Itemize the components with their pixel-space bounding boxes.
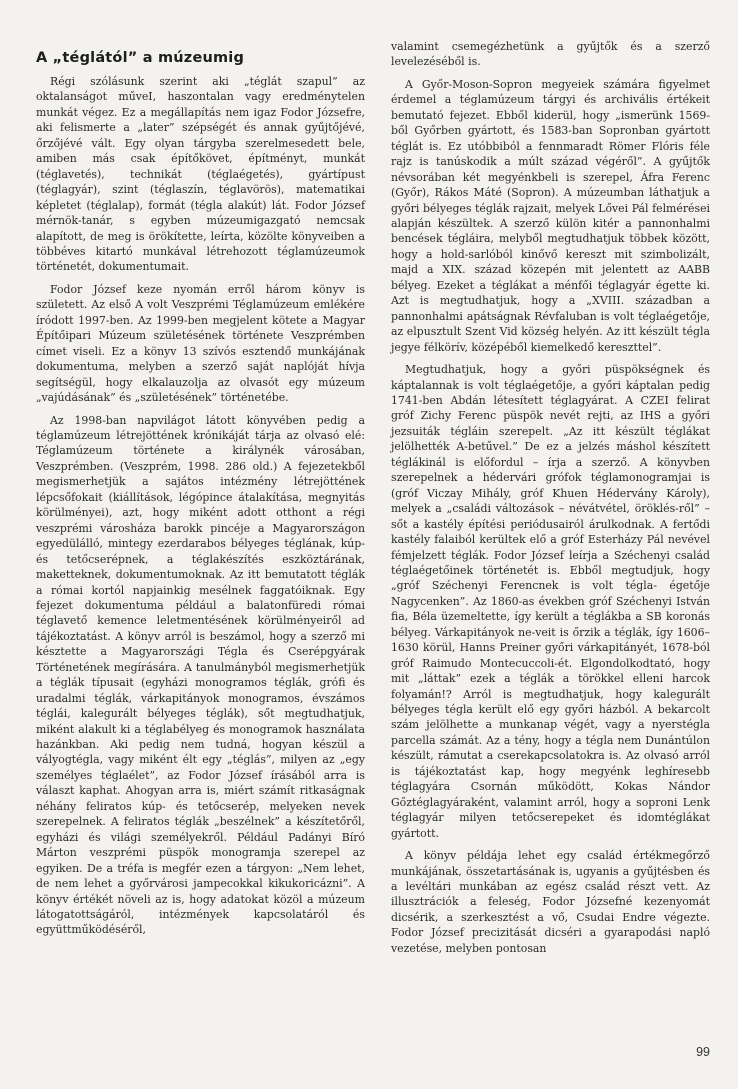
paragraph: valamint csemegézhetünk a gyűjtők és a szerző levelezéséből is. bbox=[390, 40, 710, 69]
two-column-layout bbox=[36, 40, 710, 956]
paragraph: Az 1998-ban napvilágot látott könyvében pedig a téglamúzeum létrejöttének krónikáját tárja az olvasó elé: Téglamúzeum története a királynék városában, Veszprémben. (Veszprém, 1998. 286 old.) A fejezetekből megismerhetjük a sajátos intézmény létrejöttének lépcsőfokait (kiállítások, légópince átalakítása, megnyitás körülményei), azt, hogy miként adott otthont a régi veszprémi városháza barokk pincéje a Magyarországon egyedülálló, mintegy ezerdarabos bélyeges téglának, kúp- és tetőcserépnek, a téglakészítés eszköztárának, maketteknek, dokumentumoknak. Az itt bemutatott téglák a római kortól napjainkig mesélnek faggatóiknak. Egy fejezet dokumentuma például a balatonfüredi római téglavető kemence leletmentésének körülményeiről ad tájékoztatást. A könyv arról is beszámol, hogy a szerző mi késztette a Magyarországi Tégla és Cserépgyárak Történetének megírására. A tanulmányból megismerhetjük a téglák típusait (egyházi monogramos téglák, grófi és uradalmi téglák, várkapitányok monogramos, évszámos téglái, kalegurált bélyeges téglák), sőt megtudhatjuk, miként alakult ki a téglabélyeg és monogramok használata hazánkban. Aki pedig nem tudná, hogyan készül a vályogtégla, vagy miként élt egy „téglás”, milyen az „egy személyes téglaélet”, az Fodor József írásából arra is választ kaphat. Ahogyan arra is, miért számít ritkaságnak néhány feliratos kúp- és tetőcserép, melyeken nevek szerepelnek. A feliratos téglák „beszélnek” a készítetőről, egyházi és világi személyekről. Például Padányi Bíró Márton veszprémi püspök monogramja szerepel az egyiken. De a tréfa is megfér ezen a tárgyon: „Nem lehet, de nem lehet a győrvárosi jampecokkal kikukoricázni”. A könyv értékét növeli az is, hogy adatokat közöl a múzeum látogatottságáról, intézmények kapcsolatáról és együttműködéséről, bbox=[36, 413, 365, 937]
paragraph: Megtudhatjuk, hogy a győri püspökségnek és káptalannak is volt téglaégetője, a győri káptalan pedig 1741-ben Abdán létesített téglagyárat. A CZEI felirat gróf Zichy Ferenc püspök nevét rejti, az IHS a győri jezsuiták tégláin szerepelt. „Az itt készült téglákat jelölhették A-betűvel.” De ez a jelzés máshol készített téglákinál is előfordul – írja a szerző. A könyvben szerepelnek a hédervári grófok téglamonogramjai is (gróf Viczay Mihály, gróf Khuen Hédervány Károly), melyek a „családi változások – névátvétel, öröklés-ről” – sőt a kastély építési periódusairól árulkodnak. A fertődi kastély falaiból kerültek elő a gróf Esterházy Pál nevével fémjelzett téglák. Fodor József leírja a Széchenyi család téglaégetőinek történetét is. Ebből megtudjuk, hogy „gróf Széchenyi Ferencnek is volt tégla- égetője Nagycenken”. Az 1860-as években gróf Széchenyi István fia, Béla üzemeltette, így került a téglákba a SB koronás bélyeg. Várkapitányok ne-veit is őrzik a téglák, így 1606–1630 körül, Hanns Preiner győri várkapitányét, 1678-ból gróf Raimudo Montecuccoli-ét. Elgondolkodtató, hogy mit „láttak” ezek a téglák a törökkel elleni harcok folyamán!? Arról is megtudhatjuk, hogy kalegurált bélyeges tégla került elő egy győri házból. A bekarcolt szám jelölhette a munkanap végét, vagy a nyerstégla parcella számát. Az a tény, hogy a tégla nem Dunántúlon készült, rámutat a cserekapcsolatokra is. Az olvasó arról is tájékoztatást kap, hogy megyénk leghíresebb téglagyára Csornán működött, Kokas Nándor Gőztéglagyáraként, valamint arról, hogy a soproni Lenk téglagyár milyen tetőcserepeket és idomtéglákat gyártott. bbox=[390, 363, 710, 840]
paragraph: Régi szólásunk szerint aki „téglát szapul” az oktalanságot műveI, haszontalan vagy eredménytelen munkát végez. Ez a megállapítás nem igaz Fodor Józsefre, aki felismerte a „later” szépségét és annak gyűjtőjévé, őrzőjévé vált. Egy olyan tárgyba szerelmesedett bele, amiben más csak építőkövet, építményt, munkát (téglavetés), technikát (téglaégetés), gyártípust (téglagyár), szint (téglaszín, téglavörös), matematikai képletet (téglalap), formát (tégla alakút) lát. Fodor József mérnök-tanár, s egyben múzeumigazgató nemcsak alapított, de meg is örökítette, leírta, közölte könyveiben a többéves kitartó munkával létrehozott téglamúzeumok történetét, dokumentumait. bbox=[36, 75, 365, 274]
left-column bbox=[36, 40, 365, 956]
paragraph: A könyv példája lehet egy család értékmegőrző munkájának, összetartásának is, ugyanis a gyűjtésben és a levéltári munkában az egész család részt vett. Az illusztrációk a feleség, Fodor Józsefné kezenyomát dicsérik, a szerkesztést a vő, Csudai Endre végezte. Fodor József precizitását dicséri a gyarapodási napló vezetése, melyben pontosan bbox=[390, 849, 710, 955]
right-column bbox=[391, 39, 710, 956]
paragraph: A Győr-Moson-Sopron megyeiek számára figyelmet érdemel a téglamúzeum tárgyi és archivális értékeit bemutató fejezet. Ebből kiderül, hogy „ismerünk 1569-ből Győrben gyártott, és 1583-ban Sopronban gyártott téglát is. Ez utóbbiból a fennmaradt Römer Flóris féle rajz is tanúskodik a múlt század végéről”. A gyűjtők névsorában két megyénkbeli is szerepel, Áfra Ferenc (Győr), Rákos Máté (Sopron). A múzeumban láthatjuk a győri bélyeges téglák rajzait, melyek Lővei Pál felmérései alapján készültek. A szerző külön kitér a pannonhalmi bencések tégláira, melyből megtudhatjuk többek között, hogy a hold-sarlóból kinővő kereszt mit szimbolizált, majd a XIX. század közepén mit jelentett az AABB bélyeg. Ezeket a téglákat a ménfői téglagyár égette ki. Azt is megtudhatjuk, hogy a „XVIII. században a pannonhalmi apátságnak Révfaluban is volt téglaégetője, az elpusztult Szent Vid község helyén. Az itt készült tégla jegye félkörív, középéből kiemelkedő kereszttel”. bbox=[390, 77, 710, 354]
page-number: 99 bbox=[696, 1045, 710, 1059]
paragraph: Fodor József keze nyomán erről három könyv is született. Az első A volt Veszprémi Téglamúzeum emlékére íródott 1997-ben. Az 1999-ben megjelent kötete a Magyar Építőipari Múzeum születésének története Veszprémben címet viseli. Ez a könyv 13 szívós esztendő munkájának dokumentuma, melyben a szerző saját naplóját hívja segítségül, hogy elkalauzolja az olvasót egy múzeum „vajúdásának” és „születésének” történetébe. bbox=[36, 282, 365, 405]
article-title: A „téglától” a múzeumig bbox=[36, 50, 245, 66]
